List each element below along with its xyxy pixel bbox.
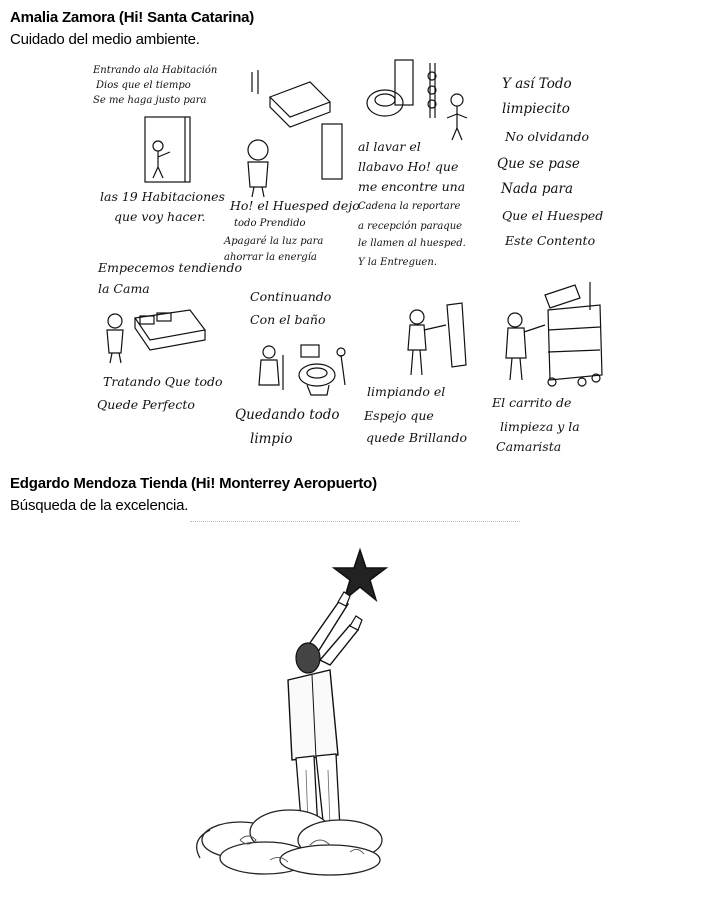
p5-line2: la Cama <box>98 281 150 296</box>
p5-line1: Empecemos tendiendo <box>98 260 242 275</box>
p4-line2: limpiecito <box>502 101 570 117</box>
toilet-and-maid-illustration <box>235 285 365 455</box>
man-reaching-star-drawing <box>180 540 410 880</box>
entry-author-2: Edgardo Mendoza Tienda (Hi! Monterrey Aeropuerto) <box>10 475 377 492</box>
p2-line4: ahorrar la energía <box>224 252 317 263</box>
p1-line4: las 19 Habitaciones <box>100 189 225 204</box>
p2-line3: Apagaré la luz para <box>224 236 324 247</box>
entry-theme-2: Búsqueda de la excelencia. <box>10 497 189 514</box>
cloud-icon <box>197 810 382 875</box>
p7-line1: limpiando el <box>367 384 446 399</box>
p1-line2: Dios que el tiempo <box>96 80 191 91</box>
p5-line3: Tratando Que todo <box>103 374 223 389</box>
p2-line2: todo Prendido <box>234 218 306 229</box>
star-reach-illustration <box>180 540 410 880</box>
p1-line3: Se me haga justo para <box>93 95 207 106</box>
p4-line7: Este Contento <box>505 233 596 248</box>
p6-line1: Continuando <box>250 289 332 304</box>
p4-line4: Que se pase <box>497 156 580 172</box>
entry-author-1: Amalia Zamora (Hi! Santa Catarina) <box>10 9 255 26</box>
p3-line4: Cadena la reportare <box>358 201 461 212</box>
p4-line3: No olvidando <box>505 129 590 144</box>
comic-panel-8 <box>490 270 620 460</box>
star-icon <box>334 550 386 600</box>
comic-panel-3 <box>355 58 500 283</box>
p5-line4: Quede Perfecto <box>97 397 195 412</box>
p3-line2: llabavo Ho! que <box>358 159 459 174</box>
comic-panel-2 <box>224 62 360 272</box>
p4-line5: Nada para <box>501 181 574 197</box>
p8-line2: limpieza y la <box>500 419 580 434</box>
comic-panel-5 <box>95 258 242 418</box>
p4-line1: Y así Todo <box>502 76 572 92</box>
p3-line7: Y la Entreguen. <box>358 257 437 268</box>
p6-line3: Quedando todo <box>235 407 340 423</box>
entry-theme-1: Cuidado del medio ambiente. <box>10 31 200 48</box>
p6-line4: limpio <box>250 431 293 447</box>
comic-panel-7 <box>362 295 487 455</box>
p2-line1: Ho! el Huesped dejo <box>230 198 360 213</box>
p4-line6: Que el Huesped <box>502 208 604 223</box>
comic-panel-4 <box>497 62 622 262</box>
comic-panel-1 <box>90 62 230 232</box>
p3-line6: le llamen al huesped. <box>358 238 466 249</box>
p1-line1: Entrando ala Habitación <box>93 65 218 76</box>
p8-line1: El carrito de <box>492 395 572 410</box>
p7-line3: quede Brillando <box>366 430 468 445</box>
comic-panel-6 <box>235 285 365 455</box>
p6-line2: Con el baño <box>250 312 326 327</box>
p3-line5: a recepción paraque <box>358 221 463 232</box>
p3-line1: al lavar el <box>358 139 421 154</box>
p8-line3: Camarista <box>496 439 562 454</box>
p7-line2: Espejo que <box>364 408 434 423</box>
entry-divider <box>190 521 520 522</box>
p1-line5: que voy hacer. <box>114 209 206 224</box>
p3-line3: me encontre una <box>358 179 466 194</box>
